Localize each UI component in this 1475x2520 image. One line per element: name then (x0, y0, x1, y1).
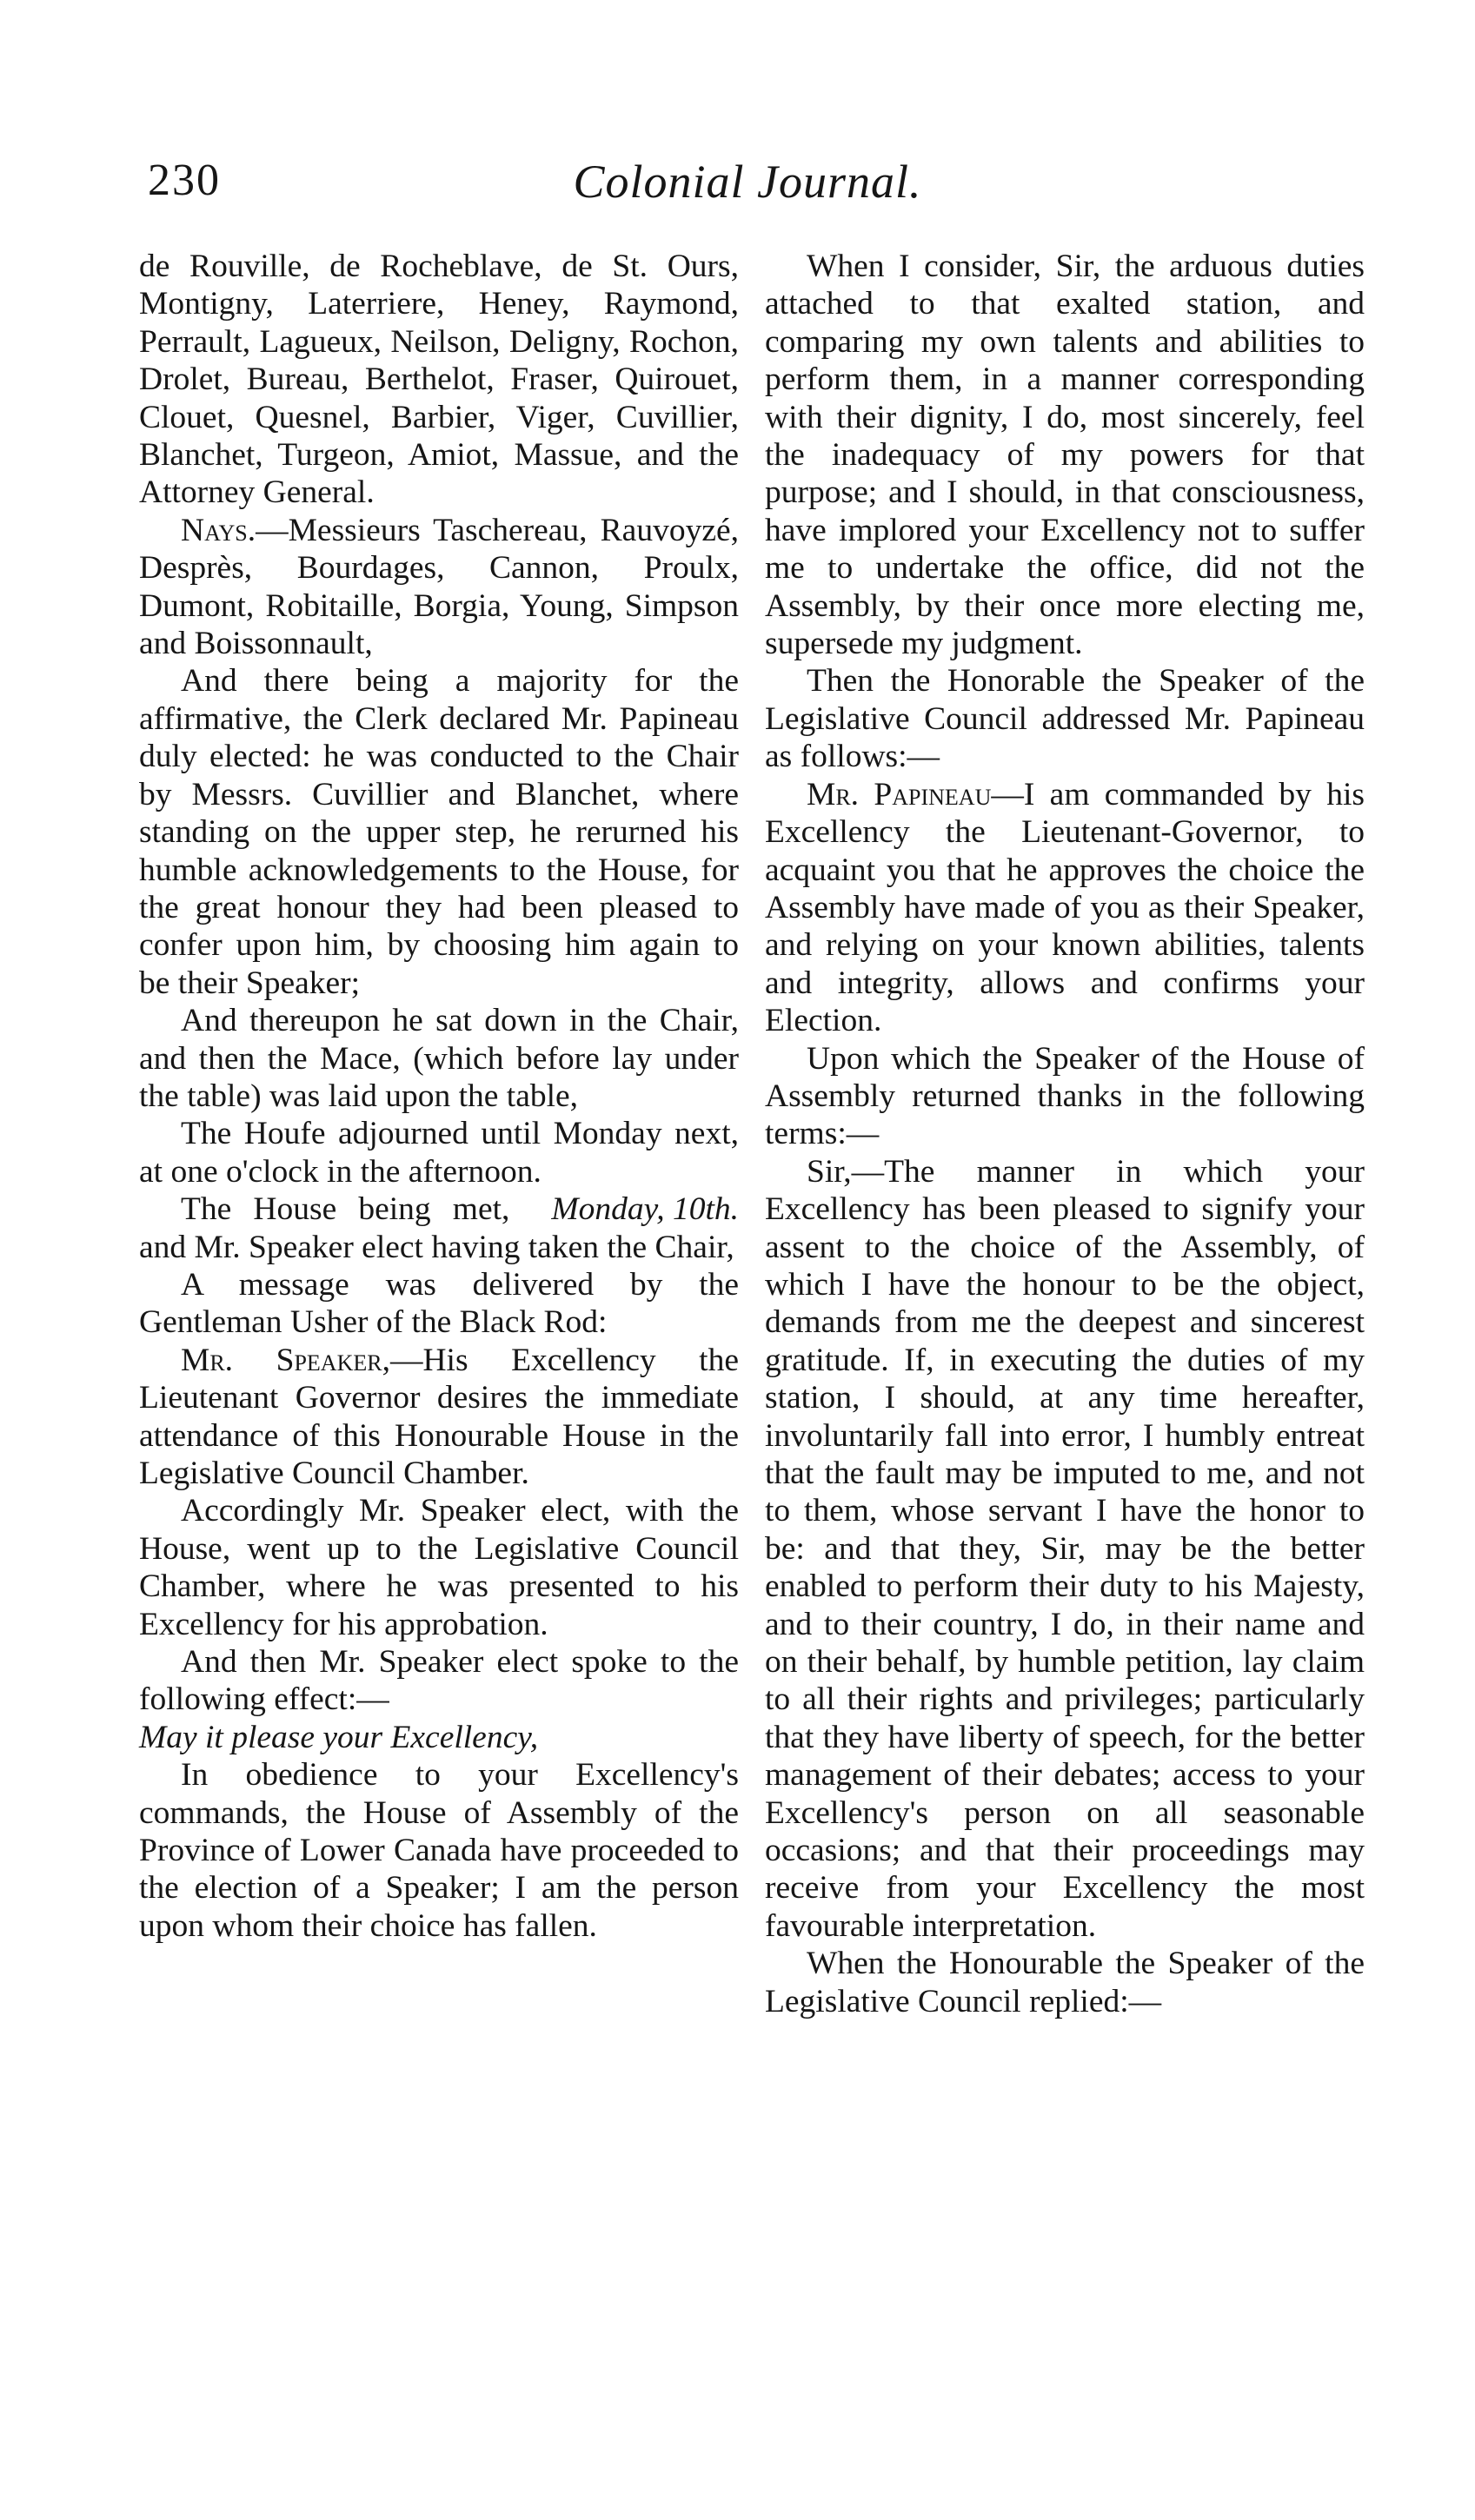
page-number: 230 (148, 156, 221, 205)
paragraph-text: —His Excellency the Lieutenant Governor desires the immediate attendance of this Honourable House in the Legislative Council Chamber. (139, 1342, 739, 1491)
salutation: May it please your Excellency, (139, 1719, 539, 1755)
paragraph: Then the Honorable the Speaker of the Legislative Council addressed Mr. Papineau as follows:— (765, 663, 1365, 775)
paragraph-text: The Houfe adjourned until Monday next, at one o'clock in the afternoon. (139, 1116, 739, 1190)
paragraph-lead: Mr. Speaker, (181, 1342, 390, 1378)
paragraph (765, 776, 1365, 1040)
paragraph (139, 1342, 739, 1493)
paragraph: Accordingly Mr. Speaker elect, with the House, went up to the Legislative Council Chamber, where he was presented to his Excellency for his approbation. (139, 1493, 739, 1642)
paragraph-text: —I am commanded by his Excellency the Lieutenant-Governor, to acquaint you that he approves the choice the Assembly have made of you as their Speaker, and relying on your known abilities, talents and integrity, allows and confirms your Election. (765, 776, 1365, 1039)
paragraph: And then Mr. Speaker elect spoke to the following effect:— (139, 1644, 739, 1718)
paragraph: In obedience to your Excellency's commands, the House of Assembly of the Province of Lower Canada have proceeded to the election of a Speaker; I am the person upon whom their choice has fallen. (139, 1757, 739, 1944)
date-heading: Monday, 10th. (551, 1191, 739, 1228)
paragraph-lead: Nays. (181, 512, 256, 548)
paragraph: And there being a majority for the affirmative, the Clerk declared Mr. Papineau duly elected: he was conducted to the Chair by Messrs. Cuvillier and Blanchet, where standing on the upper step, he rerurned his humble acknowledgements to the House, for the great honour they had been pleased to confer upon him, by choosing him again to be their Speaker; (139, 663, 739, 1001)
paragraph: The House being met, and Mr. Speaker elect having taken the Chair, (139, 1191, 734, 1265)
paragraph (139, 512, 739, 663)
paragraph: de Rouville, de Rocheblave, de St. Ours, Montigny, Laterriere, Heney, Raymond, Perrault, Lagueux, Neilson, Deligny, Rochon, Drolet, Bureau, Berthelot, Fraser, Quirouet, Clouet, Quesnel, Barbier, Viger, Cuvillier, Blanchet, Turgeon, Amiot, Massue, and the Attorney General. (139, 249, 739, 511)
paragraph: Sir,—The manner in which your Excellency has been pleased to signify your assent to the choice of the Assembly, of which I have the honour to be the object, demands from me the deepest and sincerest gratitude. If, in executing the duties of my station, I should, at any time hereafter, involuntarily fall into error, I humbly entreat that the fault may be imputed to me, and not to them, whose servant I have the honor to be: and that they, Sir, may be the better enabled to perform their duty to his Majesty, and to their country, I do, in their name and on their behalf, by humble petition, lay claim to all their rights and privileges; particularly that they have liberty of speech, for the better management of their debates; access to your Excellency's person on all seasonable occasions; and that their proceedings may receive from your Excellency the most favourable interpretation. (765, 1153, 1365, 1944)
paragraph: When I consider, Sir, the arduous duties attached to that exalted station, and comparing my own talents and abilities to perform them, in a manner corresponding with their dignity, I do, most sincerely, feel the inadequacy of my powers for that purpose; and I should, in that consciousness, have implored your Excellency not to suffer me to undertake the office, did not the Assembly, by their once more electing me, supersede my judgment. (765, 249, 1365, 662)
paragraph: Upon which the Speaker of the House of Assembly returned thanks in the following terms:— (765, 1040, 1365, 1152)
right-column (765, 248, 1365, 2020)
running-title: Colonial Journal. (573, 156, 922, 208)
left-column (139, 248, 739, 1945)
page-header (148, 155, 1347, 224)
paragraph-text: —Messieurs Taschereau, Rauvoyzé, Desprès, Bourdages, Cannon, Proulx, Dumont, Robitaille, Borgia, Young, Simpson and Boissonnault, (139, 512, 739, 662)
paragraph-lead: Mr. Papineau (807, 776, 992, 812)
paragraph: A message was delivered by the Gentleman Usher of the Black Rod: (139, 1266, 739, 1341)
paragraph: When the Honourable the Speaker of the Legislative Council replied:— (765, 1946, 1365, 2019)
paragraph: And thereupon he sat down in the Chair, and then the Mace, (which before lay under the table) was laid upon the table, (139, 1003, 739, 1114)
